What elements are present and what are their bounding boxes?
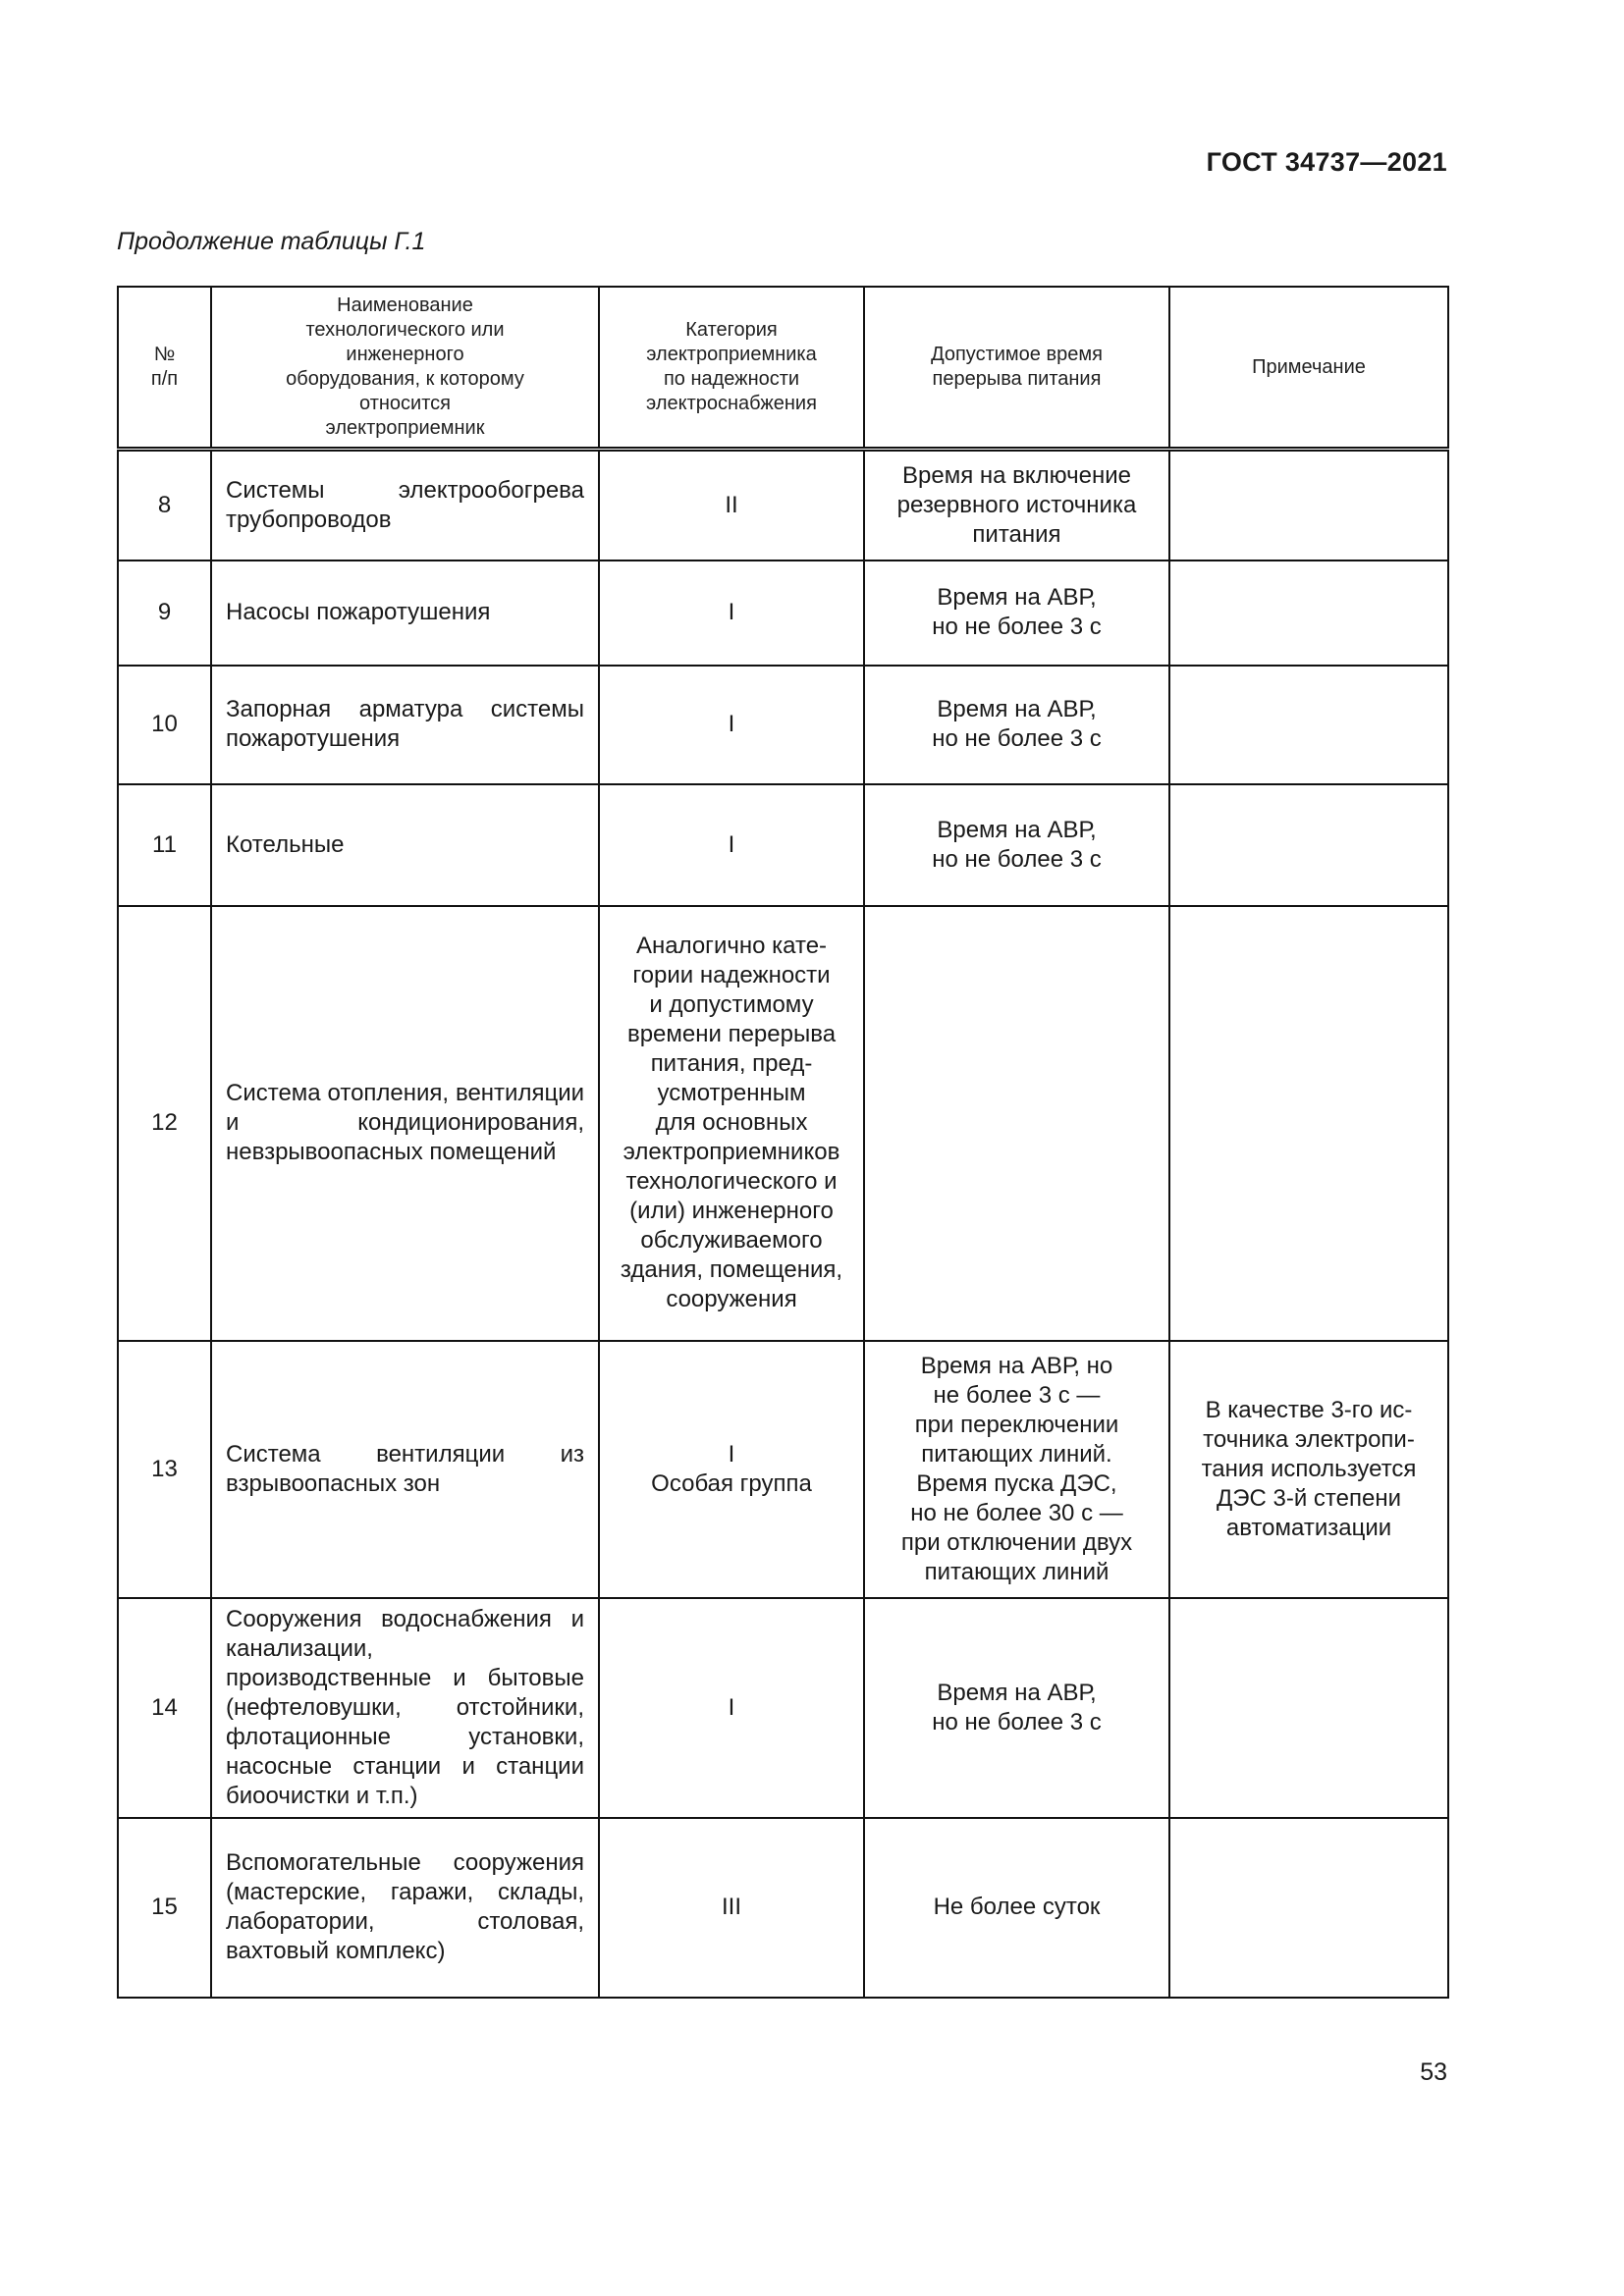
table-row: [118, 784, 1448, 906]
reliability-category: III: [599, 1818, 864, 1998]
row-number: 11: [118, 784, 211, 906]
requirements-table: [117, 286, 1449, 1999]
allowed-interruption-time: [864, 906, 1169, 1341]
allowed-interruption-time: Время на АВР, но не более 3 с: [864, 1598, 1169, 1818]
reliability-category: I: [599, 784, 864, 906]
equipment-name: Система отопления, вентиляции и кондиционирования, невзрывоопасных помещений: [211, 906, 599, 1341]
row-number: 9: [118, 561, 211, 666]
column-header-allowed-interruption: Допустимое время перерыва питания: [864, 287, 1169, 450]
table-header-row: [118, 287, 1448, 450]
column-header-note: Примечание: [1169, 287, 1448, 450]
row-number: 10: [118, 666, 211, 784]
allowed-interruption-time: Не более суток: [864, 1818, 1169, 1998]
allowed-interruption-time: Время на АВР, но не более 3 с: [864, 561, 1169, 666]
row-number: 13: [118, 1341, 211, 1598]
column-header-reliability-category: Категория электроприемника по надежности электроснабжения: [599, 287, 864, 450]
equipment-name: Системы электрообогрева трубопроводов: [211, 450, 599, 561]
note: [1169, 561, 1448, 666]
note: В качестве 3-го ис- точника электропи- тания используется ДЭС 3-й степени автоматизации: [1169, 1341, 1448, 1598]
note: [1169, 1598, 1448, 1818]
column-header-number: № п/п: [118, 287, 211, 450]
note: [1169, 784, 1448, 906]
row-number: 8: [118, 450, 211, 561]
equipment-name: Сооружения водоснабжения и канализации, производственные и бытовые (нефтеловушки, отстойники, флотационные установки, насосные станции и станции биоочистки и т.п.): [211, 1598, 599, 1818]
table-row: [118, 1598, 1448, 1818]
table-row: [118, 906, 1448, 1341]
note: [1169, 450, 1448, 561]
table-row: [118, 450, 1448, 561]
equipment-name: Система вентиляции из взрывоопасных зон: [211, 1341, 599, 1598]
page-number: 53: [1420, 2058, 1447, 2086]
allowed-interruption-time: Время на АВР, но не более 3 с — при переключении питающих линий. Время пуска ДЭС, но не более 30 с — при отключении двух питающих линий: [864, 1341, 1169, 1598]
row-number: 15: [118, 1818, 211, 1998]
reliability-category: I: [599, 666, 864, 784]
allowed-interruption-time: Время на АВР, но не более 3 с: [864, 666, 1169, 784]
note: [1169, 906, 1448, 1341]
allowed-interruption-time: Время на включение резервного источника питания: [864, 450, 1169, 561]
allowed-interruption-time: Время на АВР, но не более 3 с: [864, 784, 1169, 906]
equipment-name: Запорная арматура системы пожаротушения: [211, 666, 599, 784]
reliability-category: I Особая группа: [599, 1341, 864, 1598]
table-row: [118, 561, 1448, 666]
row-number: 12: [118, 906, 211, 1341]
note: [1169, 1818, 1448, 1998]
table-row: [118, 1341, 1448, 1598]
note: [1169, 666, 1448, 784]
table-row: [118, 1818, 1448, 1998]
row-number: 14: [118, 1598, 211, 1818]
reliability-category: II: [599, 450, 864, 561]
reliability-category: I: [599, 561, 864, 666]
equipment-name: Котельные: [211, 784, 599, 906]
equipment-name: Вспомогательные сооружения (мастерские, гаражи, склады, лаборатории, столовая, вахтовый комплекс): [211, 1818, 599, 1998]
reliability-category: Аналогично кате- гории надежности и допустимому времени перерыва питания, пред- усмотренным для основных электроприемников технологического и (или) инженерного обслуживаемого здания, помещения, сооружения: [599, 906, 864, 1341]
standard-code: ГОСТ 34737—2021: [1206, 147, 1447, 177]
table-continuation-label: Продолжение таблицы Г.1: [117, 228, 426, 255]
reliability-category: I: [599, 1598, 864, 1818]
column-header-equipment-name: Наименование технологического или инженерного оборудования, к которому относится электроприемник: [211, 287, 599, 450]
equipment-name: Насосы пожаротушения: [211, 561, 599, 666]
table-row: [118, 666, 1448, 784]
